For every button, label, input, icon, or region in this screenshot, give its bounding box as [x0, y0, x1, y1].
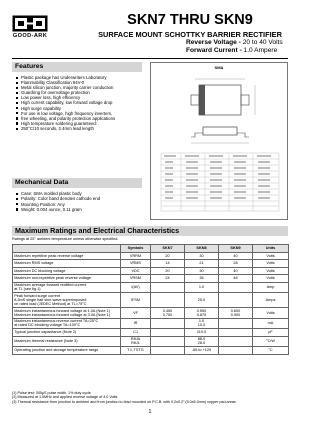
table-row	[13, 336, 289, 347]
skn9-cell: 40	[219, 267, 253, 274]
good-ark-logo-icon	[12, 15, 48, 32]
symbol-cell: VRSM	[121, 275, 151, 282]
skn7-cell: 20	[151, 267, 185, 274]
symbol-cell: VF	[121, 307, 151, 318]
package-label: SMA	[214, 65, 224, 70]
symbol-cell: TJ, TSTG	[121, 347, 151, 354]
ratings-heading: Maximum Ratings and Electrical Characteristics	[12, 226, 288, 236]
package-outline-drawing	[150, 62, 288, 220]
skn8-cell: 88.0 28.0	[185, 336, 219, 347]
ratings-note: Ratings at 25° ambient temperature unless otherwise specified.	[12, 237, 119, 241]
symbol-cell: VDC	[121, 267, 151, 274]
table-header-row	[13, 245, 289, 253]
mechanical-data-list	[16, 191, 146, 212]
mechanical-item: Case: SMA molded plastic body	[16, 191, 146, 196]
package-dimension-icon	[151, 63, 289, 221]
skn7-cell: 20	[151, 253, 185, 260]
unit-cell: Volts	[253, 267, 289, 274]
param-cell: Maximum instantaneous reverse current TA=25°C at rated DC blocking voltage TA=100°C	[13, 318, 121, 329]
skn9-cell	[219, 336, 253, 347]
unit-cell: Volts	[253, 275, 289, 282]
skn8-cell: -65 to +125	[185, 347, 219, 354]
mechanical-item: Mounting Position: Any	[16, 202, 146, 207]
footnote: (3) Thermal resistance from junction to ambient and from junction to lead mounted on P.C.B. with 0.2x0.2" (5.0x5.0mm) copper pad areas	[12, 399, 236, 404]
ratings-table-body	[13, 253, 289, 355]
unit-cell: Amps	[253, 293, 289, 308]
skn7-cell: 14	[151, 260, 185, 267]
unit-cell: Amp	[253, 282, 289, 293]
symbol-cell: CJ	[121, 329, 151, 336]
symbol-cell: IR	[121, 318, 151, 329]
skn7-cell: 0.450 0.750	[151, 307, 185, 318]
mechanical-item: Weight: 0.004 ounce, 0.11 gram	[16, 207, 146, 212]
unit-cell: °C	[253, 347, 289, 354]
column-header: Symbols	[121, 245, 151, 253]
symbol-cell: VRMS	[121, 260, 151, 267]
param-cell: Operating junction and storage temperature range	[13, 347, 121, 354]
skn9-cell: 0.600 0.900	[219, 307, 253, 318]
skn8-cell: 36	[185, 275, 219, 282]
skn9-cell	[219, 329, 253, 336]
unit-cell: °C/W	[253, 336, 289, 347]
skn7-cell	[151, 282, 185, 293]
unit-cell: pF	[253, 329, 289, 336]
feature-item: For use in low voltage, high frequency inverters,	[16, 111, 146, 116]
symbol-cell: I(AV)	[121, 282, 151, 293]
skn8-cell: 25.0	[185, 293, 219, 308]
forward-current-label: Forward Current -	[186, 47, 242, 54]
skn7-cell: 24	[151, 275, 185, 282]
column-header: SKN7	[151, 245, 185, 253]
footnote: (1) Pulse test: 300μS pulse width, 1% duty cycle	[12, 391, 91, 395]
reverse-voltage-value: 20 to 40 Volts	[242, 39, 283, 46]
feature-item: Guardring for overvoltage protection	[16, 90, 146, 95]
param-cell: Maximum thermal resistance (Note 3)	[13, 336, 121, 347]
table-row	[13, 275, 289, 282]
header-divider	[12, 58, 288, 59]
symbol-cell: IFSM	[121, 293, 151, 308]
column-header	[13, 245, 121, 253]
param-cell: Maximum DC blocking voltage	[13, 267, 121, 274]
feature-item: Metal silicon junction, majority carrier conduction	[16, 85, 146, 90]
forward-current-value: 1.0 Ampere	[243, 47, 278, 54]
param-cell: Maximum instantaneous forward voltage at 1.0A (Note 1) Maximum instantaneous forward voltage at 3.0A (Note 1)	[13, 307, 121, 318]
symbol-cell: VRRM	[121, 253, 151, 260]
reverse-voltage-spec	[186, 39, 283, 46]
param-cell: Maximum non-repetitive peak reverse voltage	[13, 275, 121, 282]
skn7-cell	[151, 347, 185, 354]
param-cell: Peak forward surge current 8.3mS single half sine-wave superimposed on rated load (JEDEC Method) at TL=75°C	[13, 293, 121, 308]
skn8-cell: 21	[185, 260, 219, 267]
page-number: 1	[148, 409, 152, 415]
skn9-cell: 48	[219, 275, 253, 282]
table-row	[13, 307, 289, 318]
skn8-cell: 30	[185, 253, 219, 260]
skn9-cell	[219, 282, 253, 293]
skn8-cell: 1.0	[185, 282, 219, 293]
feature-item: High current capability, low forward voltage drop	[16, 100, 146, 105]
skn8-cell: 110.0	[185, 329, 219, 336]
unit-cell: mA	[253, 318, 289, 329]
feature-item: 250°C/10 seconds, 2.4mm lead length	[16, 126, 146, 131]
table-row	[13, 329, 289, 336]
footnote: (2) Measured at 1.0MHz and applied reverse voltage of 4.0 Volts	[12, 395, 118, 400]
unit-cell: Volts	[253, 307, 289, 318]
table-row	[13, 253, 289, 260]
footnotes	[12, 391, 288, 404]
brand-name: GOOD-ARK	[12, 33, 48, 39]
table-row	[13, 318, 289, 329]
table-row	[13, 267, 289, 274]
forward-current-spec	[186, 47, 277, 54]
table-row	[13, 260, 289, 267]
mechanical-item: Polarity: Color band denotes cathode end	[16, 196, 146, 201]
page-subtitle: SURFACE MOUNT SCHOTTKY BARRIER RECTIFIER	[98, 30, 282, 39]
feature-item: Flammability Classification 94V-0	[16, 80, 146, 85]
column-header: SKN8	[185, 245, 219, 253]
mechanical-data-heading: Mechanical Data	[12, 178, 142, 188]
skn8-cell: 30	[185, 267, 219, 274]
skn9-cell: 28	[219, 260, 253, 267]
unit-cell: Volts	[253, 260, 289, 267]
feature-item: High temperature soldering guaranteed:	[16, 121, 146, 126]
feature-item: Plastic package has Underwriters Laboratory	[16, 75, 146, 80]
table-row	[13, 347, 289, 354]
skn9-cell: 40	[219, 253, 253, 260]
feature-item: High surge capability	[16, 106, 146, 111]
unit-cell: Volts	[253, 253, 289, 260]
table-row	[13, 282, 289, 293]
param-cell: Typical junction capacitance (Note 2)	[13, 329, 121, 336]
features-heading: Features	[12, 62, 142, 72]
skn9-cell	[219, 347, 253, 354]
param-cell: Maximum repetitive peak reverse voltage	[13, 253, 121, 260]
column-header: Units	[253, 245, 289, 253]
column-header: SKN9	[219, 245, 253, 253]
ratings-table	[12, 244, 289, 355]
symbol-cell: RθJA RθJL	[121, 336, 151, 347]
param-cell: Maximum RMS voltage	[13, 260, 121, 267]
skn7-cell	[151, 336, 185, 347]
skn7-cell	[151, 318, 185, 329]
skn9-cell	[219, 318, 253, 329]
features-list	[16, 75, 146, 131]
table-row	[13, 293, 289, 308]
brand-logo	[12, 15, 48, 39]
skn9-cell	[219, 293, 253, 308]
feature-item: free wheeling, and polarity protection applications	[16, 116, 146, 121]
skn7-cell	[151, 329, 185, 336]
feature-item: Low power loss, high efficiency	[16, 95, 146, 100]
reverse-voltage-label: Reverse Voltage -	[186, 39, 241, 46]
skn7-cell	[151, 293, 185, 308]
param-cell: Maximum average forward rectified current at TL (see fig.1)	[13, 282, 121, 293]
skn8-cell: 0.550 0.875	[185, 307, 219, 318]
skn8-cell: 1.0 10.0	[185, 318, 219, 329]
page-title: SKN7 THRU SKN9	[127, 12, 253, 28]
